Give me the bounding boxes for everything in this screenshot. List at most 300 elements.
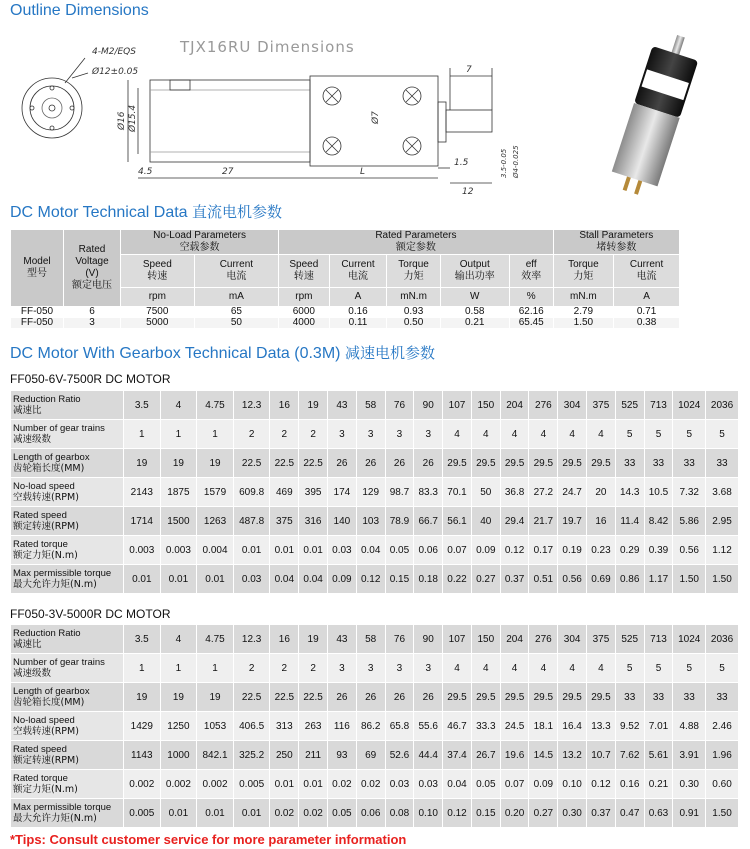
table-cell: 70.1 (443, 478, 472, 507)
table-cell: 4 (160, 625, 197, 654)
row-label-en: No-load speed (13, 715, 75, 726)
row-label (11, 391, 124, 420)
spec-col-cn: 转速 (147, 271, 168, 282)
table-cell: 129 (356, 478, 385, 507)
table-row (11, 770, 739, 799)
spec-col-en: Speed (289, 259, 319, 270)
table-cell: 0.01 (160, 799, 197, 828)
dim-pcd: Ø12±0.05 (92, 67, 139, 77)
table-cell: 69 (356, 741, 385, 770)
table-cell: 0.38 (614, 318, 680, 329)
table-cell: 3 (414, 654, 443, 683)
table-cell: 375 (587, 391, 616, 420)
table-cell: 22.5 (299, 449, 328, 478)
table-cell: 5 (615, 654, 644, 683)
table-cell: 525 (615, 391, 644, 420)
table-cell: 3 (414, 420, 443, 449)
table-cell: 22.5 (233, 683, 270, 712)
hdr-model-en: Model (23, 256, 51, 267)
spec-col-8 (614, 255, 680, 288)
table-cell: 2 (233, 420, 270, 449)
spec-col-cn: 力矩 (403, 271, 424, 282)
table-cell: 0.18 (414, 565, 443, 594)
table-cell: 1500 (160, 507, 197, 536)
row-label-en: No-load speed (13, 481, 75, 492)
spec-unit-4: mN.m (387, 288, 440, 307)
table-cell: 150 (471, 391, 500, 420)
table-cell: 150 (471, 625, 500, 654)
table-cell: 0.01 (197, 799, 234, 828)
table-cell: 98.7 (385, 478, 414, 507)
table-cell: 140 (328, 507, 357, 536)
table-cell: 1250 (160, 712, 197, 741)
table-cell: 0.50 (387, 318, 440, 329)
table-cell: 4000 (279, 318, 329, 329)
tips-text: *Tips: Consult customer service for more parameter information (10, 832, 407, 847)
table-cell: 2 (270, 654, 299, 683)
table-cell: 5 (673, 654, 706, 683)
row-label (11, 478, 124, 507)
table-cell: 3 (328, 654, 357, 683)
table-cell: 13.3 (587, 712, 616, 741)
table-cell: 1.12 (706, 536, 739, 565)
spec-unit-3: A (329, 288, 387, 307)
table-cell: 0.19 (558, 536, 587, 565)
table-cell: 2 (299, 654, 328, 683)
table-cell: 10.5 (644, 478, 673, 507)
table-cell: 27.2 (529, 478, 558, 507)
table-cell: 22.5 (270, 683, 299, 712)
table-cell: 0.05 (385, 536, 414, 565)
table-cell: 0.12 (500, 536, 529, 565)
dim-holes: 4-M2/EQS (92, 47, 136, 57)
table-cell: 16.4 (558, 712, 587, 741)
table-cell: 0.01 (270, 536, 299, 565)
hdr-noload-cn: 空载参数 (179, 242, 220, 253)
table-cell: 29.5 (558, 449, 587, 478)
table-cell: 0.05 (328, 799, 357, 828)
table-cell: 29.5 (587, 683, 616, 712)
table-cell: 2 (270, 420, 299, 449)
table-cell: 2 (299, 420, 328, 449)
table-cell: 29.5 (529, 449, 558, 478)
spec-unit-6: % (509, 288, 553, 307)
table-cell: 29.5 (471, 683, 500, 712)
table-row (11, 741, 739, 770)
table-cell: 0.01 (270, 770, 299, 799)
table-cell: 0.03 (328, 536, 357, 565)
table-cell: 0.02 (270, 799, 299, 828)
table-cell: 1.50 (553, 318, 613, 329)
gearbox-title-cn: 减速电机参数 (344, 344, 435, 362)
table-cell: 19 (160, 449, 197, 478)
dim-d16: Ø16 (117, 111, 127, 130)
table-cell: 0.69 (587, 565, 616, 594)
table-cell: 5 (644, 654, 673, 683)
row-label-cn: 额定力矩(N.m) (13, 550, 78, 561)
table-cell: 24.5 (500, 712, 529, 741)
table-cell: 316 (299, 507, 328, 536)
table-cell: 1 (197, 654, 234, 683)
table-cell: 1053 (197, 712, 234, 741)
table-cell: 16 (270, 625, 299, 654)
row-label-en: Reduction Ratio (13, 394, 81, 405)
hdr-stall-cn: 堵转参数 (596, 242, 637, 253)
row-label-en: Number of gear trains (13, 657, 105, 668)
table-cell: 0.002 (197, 770, 234, 799)
table-cell: 65.8 (385, 712, 414, 741)
table-cell: 4 (443, 654, 472, 683)
table-cell: 56.1 (443, 507, 472, 536)
table-cell: 33.3 (471, 712, 500, 741)
table-cell: 24.7 (558, 478, 587, 507)
spec-col-2 (279, 255, 329, 288)
table-cell: 103 (356, 507, 385, 536)
table-cell: 1 (197, 420, 234, 449)
dim-len7: 7 (466, 65, 472, 75)
hdr-rated-voltage-en: Rated Voltage (75, 244, 109, 267)
table-cell: 0.21 (644, 770, 673, 799)
table-cell: 0.09 (471, 536, 500, 565)
table-cell: 0.21 (440, 318, 509, 329)
table-cell: 19 (197, 683, 234, 712)
table-cell: 5 (673, 420, 706, 449)
table-cell: 0.003 (124, 536, 161, 565)
table-cell: 0.01 (233, 536, 270, 565)
table-cell: 21.7 (529, 507, 558, 536)
table-cell: 2.46 (706, 712, 739, 741)
table-cell: 19 (299, 625, 328, 654)
row-label (11, 770, 124, 799)
table-cell: 0.005 (233, 770, 270, 799)
table-cell: 4 (587, 654, 616, 683)
table-cell: 713 (644, 625, 673, 654)
table-cell: 22.5 (233, 449, 270, 478)
table-cell: 33 (706, 449, 739, 478)
table-cell: 16 (587, 507, 616, 536)
spec-col-7 (553, 255, 613, 288)
dc-motor-title (10, 203, 282, 222)
spec-col-en: eff (525, 259, 537, 270)
table-cell: 4.75 (197, 625, 234, 654)
table-cell: 6000 (279, 307, 329, 318)
table-cell: 3.5 (124, 391, 161, 420)
table-cell: 66.7 (414, 507, 443, 536)
spec-col-en: Output (459, 259, 490, 270)
table-row (11, 683, 739, 712)
table-cell: 43 (328, 391, 357, 420)
table-cell: 33 (615, 449, 644, 478)
row-label-cn: 空载转速(RPM) (13, 492, 79, 503)
table-cell: 29.5 (471, 449, 500, 478)
table-cell: 19.6 (500, 741, 529, 770)
table-cell: 52.6 (385, 741, 414, 770)
outline-drawing (10, 28, 540, 198)
table-cell: 3 (385, 420, 414, 449)
table-row (11, 536, 739, 565)
table-cell: 0.22 (443, 565, 472, 594)
row-label-en: Rated torque (13, 539, 68, 550)
table-row (11, 391, 739, 420)
table-cell: 0.86 (615, 565, 644, 594)
spec-unit-5: W (440, 288, 509, 307)
table-cell: 9.52 (615, 712, 644, 741)
table-cell: 487.8 (233, 507, 270, 536)
table-cell: 0.07 (500, 770, 529, 799)
dim-d154: Ø15.4 (128, 104, 138, 132)
row-label (11, 741, 124, 770)
table-cell: 11.4 (615, 507, 644, 536)
table-cell: 1.50 (706, 799, 739, 828)
dc-motor-spec-table (10, 229, 680, 329)
table-cell: 2036 (706, 625, 739, 654)
hdr-stall-en: Stall Parameters (579, 230, 654, 241)
table-cell: 1024 (673, 625, 706, 654)
table-cell: 0.09 (328, 565, 357, 594)
row-label-cn: 减速级数 (13, 434, 52, 445)
table-cell: 0.91 (673, 799, 706, 828)
table-cell: 0.39 (644, 536, 673, 565)
table-cell: 0.15 (471, 799, 500, 828)
table-cell: 16 (270, 391, 299, 420)
table-cell: 29.5 (443, 449, 472, 478)
table-cell: 1.17 (644, 565, 673, 594)
table-cell: 276 (529, 391, 558, 420)
table-cell: 5 (615, 420, 644, 449)
row-label (11, 565, 124, 594)
table-cell: 107 (443, 391, 472, 420)
spec-col-en: Torque (398, 259, 429, 270)
row-label (11, 799, 124, 828)
table-cell: 0.15 (385, 565, 414, 594)
spec-col-en: Current (629, 259, 664, 270)
table-cell: 90 (414, 625, 443, 654)
table-cell: 0.30 (673, 770, 706, 799)
table-cell: 14.5 (529, 741, 558, 770)
table-cell: 4 (471, 420, 500, 449)
dim-d7: Ø7 (371, 111, 381, 124)
outline-dimensions-title: Outline Dimensions (10, 2, 149, 19)
table-cell: 0.27 (471, 565, 500, 594)
table-cell: 0.27 (529, 799, 558, 828)
table-cell: 0.03 (233, 565, 270, 594)
spec-unit-7: mN.m (553, 288, 613, 307)
row-label (11, 625, 124, 654)
table-cell: 0.10 (558, 770, 587, 799)
table-cell: 29.5 (500, 683, 529, 712)
table-cell: 4.75 (197, 391, 234, 420)
table-cell: 0.01 (299, 770, 328, 799)
table-cell: 0.003 (160, 536, 197, 565)
table-cell: 26 (328, 683, 357, 712)
table-cell: 13.2 (558, 741, 587, 770)
table-cell: 90 (414, 391, 443, 420)
table-cell: 20 (587, 478, 616, 507)
dim-len15: 1.5 (454, 158, 469, 168)
row-label-en: Max permissible torque (13, 802, 112, 813)
table-cell: 0.10 (414, 799, 443, 828)
row-label-cn: 额定力矩(N.m) (13, 784, 78, 795)
hdr-rated-voltage-unit: (V) (85, 268, 99, 279)
table-cell: 0.01 (233, 799, 270, 828)
row-label (11, 712, 124, 741)
table-cell: 78.9 (385, 507, 414, 536)
dim-shaft1: 3.5-0.05 (500, 148, 508, 178)
table-cell: 37.4 (443, 741, 472, 770)
table-cell: FF-050 (11, 307, 64, 318)
row-label-cn: 额定转速(RPM) (13, 755, 79, 766)
table-cell: 0.23 (587, 536, 616, 565)
row-label-en: Length of gearbox (13, 452, 90, 463)
row-label-en: Rated speed (13, 744, 67, 755)
hdr-noload-en: No-Load Parameters (153, 230, 246, 241)
row-label-cn: 空载转速(RPM) (13, 726, 79, 737)
table-cell: 29.5 (587, 449, 616, 478)
table-cell: 5000 (121, 318, 195, 329)
table-cell: 50 (194, 318, 279, 329)
spec-col-1 (194, 255, 279, 288)
table-cell: 0.02 (328, 770, 357, 799)
spec-col-4 (387, 255, 440, 288)
table-cell: 0.06 (356, 799, 385, 828)
spec-col-0 (121, 255, 195, 288)
table-cell: 19 (299, 391, 328, 420)
table-cell: 4 (500, 420, 529, 449)
spec-col-en: Torque (568, 259, 599, 270)
table-cell: 0.11 (329, 318, 387, 329)
row-label-en: Reduction Ratio (13, 628, 81, 639)
table-cell: 1024 (673, 391, 706, 420)
spec-col-cn: 电流 (636, 271, 657, 282)
gear2-name: FF050-3V-5000R DC MOTOR (10, 607, 171, 621)
row-label-en: Length of gearbox (13, 686, 90, 697)
table-cell: 43 (328, 625, 357, 654)
table-cell: 33 (673, 449, 706, 478)
table-cell: 1143 (124, 741, 161, 770)
table-cell: 0.002 (160, 770, 197, 799)
row-label (11, 449, 124, 478)
table-cell: 40 (471, 507, 500, 536)
table-cell: 58 (356, 391, 385, 420)
table-cell: 0.09 (529, 770, 558, 799)
row-label-cn: 最大允许力矩(N.m) (13, 813, 97, 824)
table-cell: 83.3 (414, 478, 443, 507)
dim-len27: 27 (222, 167, 234, 177)
table-cell: 26 (356, 449, 385, 478)
table-cell: 5 (706, 654, 739, 683)
table-cell: 33 (706, 683, 739, 712)
table-cell: 1.50 (706, 565, 739, 594)
table-cell: 1 (160, 654, 197, 683)
table-cell: 0.12 (356, 565, 385, 594)
row-label (11, 683, 124, 712)
table-cell: 0.12 (443, 799, 472, 828)
table-cell: 0.16 (329, 307, 387, 318)
row-label-cn: 减速比 (13, 405, 42, 416)
table-cell: 10.7 (587, 741, 616, 770)
table-cell: 3 (385, 654, 414, 683)
row-label-en: Rated torque (13, 773, 68, 784)
table-cell: 211 (299, 741, 328, 770)
table-cell: 3 (356, 420, 385, 449)
table-cell: FF-050 (11, 318, 64, 329)
table-cell: 29.4 (500, 507, 529, 536)
table-cell: 4 (587, 420, 616, 449)
table-cell: 609.8 (233, 478, 270, 507)
table-cell: 29.5 (500, 449, 529, 478)
gear1-name: FF050-6V-7500R DC MOTOR (10, 372, 171, 386)
table-cell: 3.91 (673, 741, 706, 770)
table-row (11, 712, 739, 741)
spec-unit-2: rpm (279, 288, 329, 307)
table-cell: 0.01 (197, 565, 234, 594)
table-cell: 19 (124, 449, 161, 478)
table-cell: 2.95 (706, 507, 739, 536)
table-cell: 469 (270, 478, 299, 507)
table-cell: 0.08 (385, 799, 414, 828)
gearbox-title (10, 344, 435, 363)
table-cell: 0.02 (299, 799, 328, 828)
table-cell: 19.7 (558, 507, 587, 536)
hdr-rated-cn: 额定参数 (395, 242, 436, 253)
table-cell: 1.50 (673, 565, 706, 594)
table-cell: 7.62 (615, 741, 644, 770)
table-cell: 76 (385, 391, 414, 420)
table-cell: 29.5 (529, 683, 558, 712)
table-row (11, 625, 739, 654)
table-cell: 65.45 (509, 318, 553, 329)
table-cell: 46.7 (443, 712, 472, 741)
table-cell: 26 (414, 683, 443, 712)
table-cell: 1875 (160, 478, 197, 507)
row-label (11, 536, 124, 565)
row-label-cn: 最大允许力矩(N.m) (13, 579, 97, 590)
table-cell: 5.61 (644, 741, 673, 770)
table-cell: 19 (124, 683, 161, 712)
table-cell: 4 (529, 420, 558, 449)
table-cell: 2.79 (553, 307, 613, 318)
table-cell: 4 (529, 654, 558, 683)
table-cell: 6 (64, 307, 121, 318)
table-cell: 107 (443, 625, 472, 654)
table-cell: 0.60 (706, 770, 739, 799)
table-row (11, 799, 739, 828)
table-cell: 18.1 (529, 712, 558, 741)
table-cell: 62.16 (509, 307, 553, 318)
table-cell: 0.93 (387, 307, 440, 318)
table-cell: 7500 (121, 307, 195, 318)
table-cell: 0.03 (385, 770, 414, 799)
table-cell: 5.86 (673, 507, 706, 536)
table-cell: 0.12 (587, 770, 616, 799)
table-cell: 26 (414, 449, 443, 478)
table-cell: 26 (385, 449, 414, 478)
table-cell: 0.04 (356, 536, 385, 565)
table-cell: 26 (328, 449, 357, 478)
dim-lenL: L (360, 167, 366, 177)
table-cell: 0.02 (356, 770, 385, 799)
table-cell: 375 (270, 507, 299, 536)
table-cell: 313 (270, 712, 299, 741)
table-cell: 50 (471, 478, 500, 507)
table-cell: 0.04 (270, 565, 299, 594)
table-cell: 0.01 (124, 565, 161, 594)
table-cell: 0.63 (644, 799, 673, 828)
gear2-table (10, 624, 739, 828)
table-cell: 0.002 (124, 770, 161, 799)
table-cell: 0.47 (615, 799, 644, 828)
spec-col-cn: 力矩 (573, 271, 594, 282)
